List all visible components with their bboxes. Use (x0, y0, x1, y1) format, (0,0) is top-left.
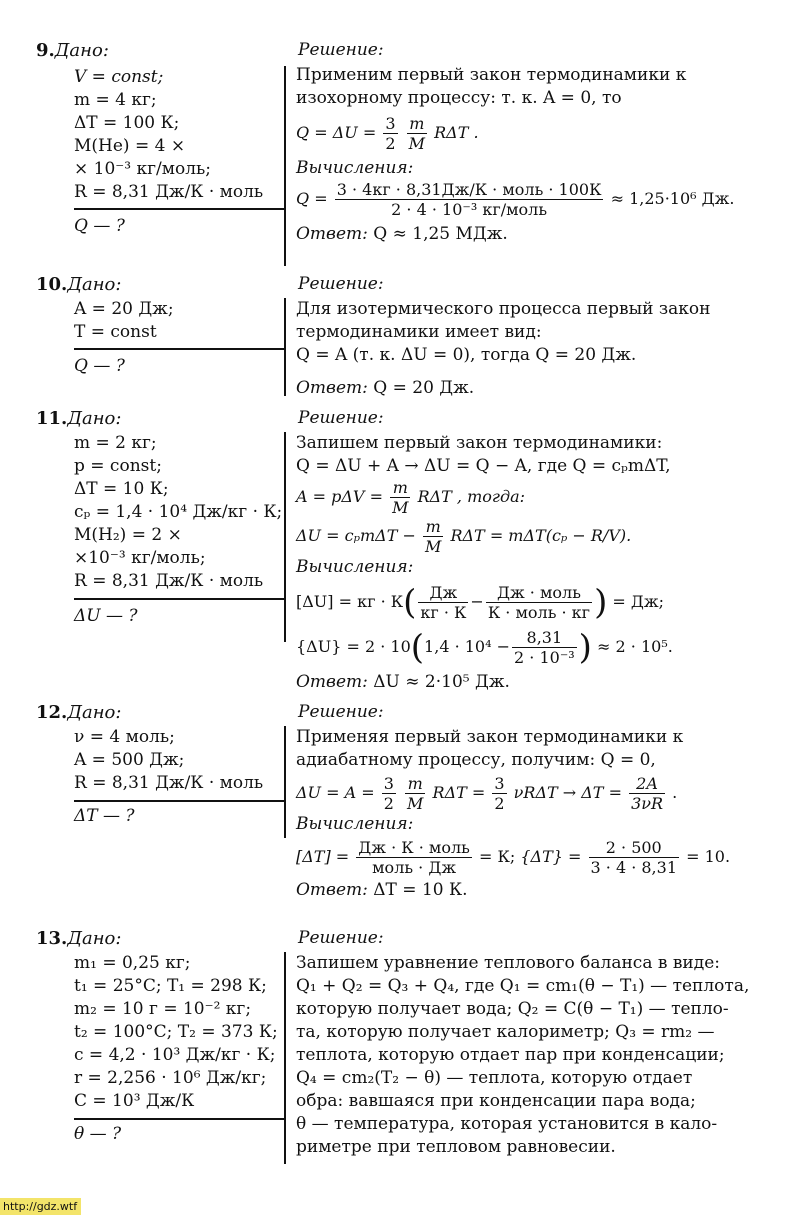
solution (296, 64, 766, 246)
solution-line: θ — температура, которая установится в кало- (296, 1114, 718, 1134)
solution-label: Решение: (298, 702, 384, 722)
given-item: r = 2,256 · 10⁶ Дж/кг; (74, 1068, 267, 1088)
divider-vertical (284, 66, 286, 266)
divider-horizontal (74, 598, 284, 600)
given-item: R = 8,31 Дж/К · моль (74, 182, 264, 202)
formula: ΔU = A = $\frac{3}{2}$ $\frac{m}{M}$ RΔT = $\frac{3}{2}$ νRΔT → ΔT = $\frac{2A}{3\nu R}$ . (296, 774, 678, 813)
calc-number: {ΔU} = 2 · 10(1,4 · 10⁴ − $\frac{8,31}{\text{2 · 10⁻³}}$ ) ≈ 2 · 10⁵. (296, 627, 673, 668)
fraction: $\frac{3}{2}$ (383, 774, 394, 813)
fraction: $\frac{\text{3 · 4кг · 8,31Дж/К · моль · 100К}}{\text{2 · 4 · 10⁻³ кг/моль}}$ (336, 180, 602, 219)
given-item: V = const; (74, 67, 164, 87)
given-item: R = 8,31 Дж/К · моль (74, 571, 264, 591)
fraction: $\frac{Дж}{кг \cdot К}$ (420, 583, 467, 622)
given-item: ×10⁻³ кг/моль; (74, 548, 206, 568)
divider-horizontal (74, 800, 284, 802)
fraction: $\frac{m}{M}$ (392, 478, 409, 517)
given-list (74, 726, 280, 795)
formula: ΔU = cₚmΔT − $\frac{m}{M}$ RΔT = mΔT(cₚ − R/V). (296, 517, 632, 556)
find-item: ΔT — ? (74, 806, 135, 826)
solution-line: которую получает вода; Q₂ = C(θ − T₁) — тепло- (296, 999, 729, 1019)
problem-number: 11.Дано: (36, 408, 122, 429)
given-item: c = 4,2 · 10³ Дж/кг · К; (74, 1045, 276, 1065)
solution-line: Применим первый закон термодинамики к (296, 65, 687, 85)
divider-horizontal (74, 208, 284, 210)
divider-vertical (284, 432, 286, 642)
answer: Ответ: Q = 20 Дж. (296, 378, 475, 398)
source-url[interactable]: http://gdz.wtf (0, 1198, 81, 1215)
solution (296, 298, 766, 400)
find-item: ΔU — ? (74, 606, 138, 626)
solution-label: Решение: (298, 274, 384, 294)
given-item: M(He) = 4 × (74, 136, 186, 156)
calc-label: Вычисления: (296, 158, 414, 178)
fraction: $\frac{m}{M}$ (407, 774, 424, 813)
given-item: C = 10³ Дж/К (74, 1091, 195, 1111)
problem-number: 13.Дано: (36, 928, 122, 949)
find-item: θ — ? (74, 1124, 122, 1144)
solution-line: Q₄ = cm₂(T₂ − θ) — теплота, которую отдает (296, 1068, 693, 1088)
divider-vertical (284, 952, 286, 1164)
fraction: $\frac{2 \cdot 500}{3 \cdot 4 \cdot 8,31}$ (590, 838, 677, 877)
divider-horizontal (74, 348, 284, 350)
fraction: $\frac{8,31}{\text{2 · 10⁻³}}$ (514, 628, 575, 667)
given-item: T = const (74, 322, 157, 342)
given-item: ΔT = 100 К; (74, 113, 180, 133)
solution-label: Решение: (298, 928, 384, 948)
fraction: $\frac{3}{2}$ (494, 774, 505, 813)
answer: Ответ: Q ≈ 1,25 МДж. (296, 224, 508, 244)
solution-line: Запишем первый закон термодинамики: (296, 433, 663, 453)
calc-units: [ΔU] = кг · К( $\frac{Дж}{кг \cdot К}$ − $\frac{\text{Дж · моль}}{\text{К · моль · кг}}$ ) = Дж; (296, 582, 665, 623)
solution-line: Q₁ + Q₂ = Q₃ + Q₄, где Q₁ = cm₁(θ − T₁) — теплота, (296, 976, 750, 996)
problem-number: 12.Дано: (36, 702, 122, 723)
given-item: A = 20 Дж; (74, 299, 174, 319)
solution-line: Для изотермического процесса первый закон (296, 299, 711, 319)
given-item: m₁ = 0,25 кг; (74, 953, 191, 973)
given-item: ΔT = 10 К; (74, 479, 169, 499)
solution-line: термодинамики имеет вид: (296, 322, 542, 342)
given-item: M(H₂) = 2 × (74, 525, 182, 545)
solution-line: обра: вавшаяся при конденсации пара вода; (296, 1091, 696, 1111)
formula: Q = ΔU = $\frac{3}{2}$ $\frac{m}{M}$ RΔT . (296, 114, 479, 153)
divider-vertical (284, 726, 286, 838)
calc-formula: [ΔT] = $\frac{\text{Дж · К · моль}}{\text{моль · Дж}}$ = К; {ΔT} = $\frac{2 \cdot 500}{3 \cdot 4 \cdot 8,31}$ = 10. (296, 838, 731, 877)
given-item: t₂ = 100°С; T₂ = 373 К; (74, 1022, 278, 1042)
formula: A = pΔV = $\frac{m}{M}$ RΔT , тогда: (296, 478, 526, 517)
solution-line: та, которую получает калориметр; Q₃ = rm₂ — (296, 1022, 715, 1042)
solution-line: Q = A (т. к. ΔU = 0), тогда Q = 20 Дж. (296, 345, 637, 365)
fraction: $\frac{3}{2}$ (385, 114, 396, 153)
given-list (74, 298, 280, 344)
given-list (74, 66, 280, 204)
fraction: $\frac{\text{Дж · К · моль}}{\text{моль · Дж}}$ (358, 838, 470, 877)
find-item: Q — ? (74, 356, 125, 376)
solution-line: Запишем уравнение теплового баланса в виде: (296, 953, 720, 973)
calc-label: Вычисления: (296, 557, 414, 577)
given-item: A = 500 Дж; (74, 750, 185, 770)
answer: Ответ: ΔT = 10 К. (296, 880, 468, 900)
calc-formula: Q = $\frac{\text{3 · 4кг · 8,31Дж/К · моль · 100К}}{\text{2 · 4 · 10⁻³ кг/моль}}$ ≈ 1,25·10⁶ Дж. (296, 180, 735, 219)
solution (296, 726, 766, 902)
given-item: m = 4 кг; (74, 90, 157, 110)
given-list (74, 432, 283, 593)
given-item: m = 2 кг; (74, 433, 157, 453)
problem-number: 9.Дано: (36, 40, 109, 61)
solution-line: Применяя первый закон термодинамики к (296, 727, 684, 747)
given-item: t₁ = 25°С; T₁ = 298 К; (74, 976, 267, 996)
given-item: cₚ = 1,4 · 10⁴ Дж/кг · К; (74, 502, 283, 522)
calc-label: Вычисления: (296, 814, 414, 834)
solution-label: Решение: (298, 40, 384, 60)
find-item: Q — ? (74, 216, 125, 236)
given-list (74, 952, 280, 1113)
solution-line: адиабатному процессу, получим: Q = 0, (296, 750, 656, 770)
given-item: m₂ = 10 г = 10⁻² кг; (74, 999, 252, 1019)
fraction: $\frac{2A}{3\nu R}$ (631, 774, 664, 813)
fraction: $\frac{m}{M}$ (408, 114, 425, 153)
fraction: $\frac{m}{M}$ (424, 517, 442, 556)
fraction: $\frac{\text{Дж · моль}}{\text{К · моль · кг}}$ (487, 583, 591, 622)
solution-line: Q = ΔU + A → ΔU = Q − A, где Q = cₚmΔT, (296, 456, 671, 476)
solution (296, 952, 766, 1159)
solution-line: риметре при тепловом равновесии. (296, 1137, 616, 1157)
solution (296, 432, 766, 694)
answer: Ответ: ΔU ≈ 2·10⁵ Дж. (296, 672, 510, 692)
given-item: ν = 4 моль; (74, 727, 175, 747)
given-item: p = const; (74, 456, 162, 476)
solution-line: теплота, которую отдает пар при конденсации; (296, 1045, 725, 1065)
solution-label: Решение: (298, 408, 384, 428)
given-item: R = 8,31 Дж/К · моль (74, 773, 264, 793)
divider-horizontal (74, 1118, 284, 1120)
solution-line: изохорному процессу: т. к. A = 0, то (296, 88, 622, 108)
given-item: × 10⁻³ кг/моль; (74, 159, 211, 179)
divider-vertical (284, 298, 286, 396)
problem-number: 10.Дано: (36, 274, 122, 295)
